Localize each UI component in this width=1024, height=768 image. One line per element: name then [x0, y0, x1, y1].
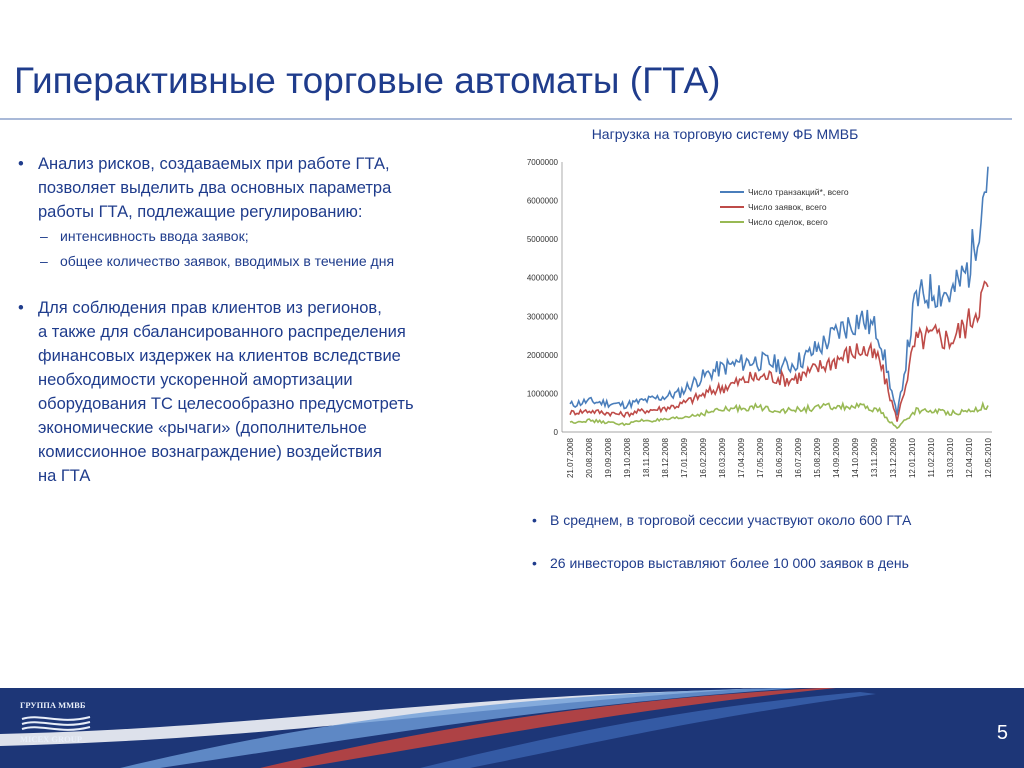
x-tick-label: 14.10.2009 — [851, 438, 860, 479]
x-tick-label: 19.09.2008 — [604, 438, 613, 479]
bullet-line: оборудования ТС целесообразно предусмотреть — [38, 395, 414, 413]
x-tick-label: 11.02.2010 — [927, 438, 936, 478]
left-column — [18, 152, 498, 488]
x-tick-label: 21.07.2008 — [566, 438, 575, 479]
x-tick-label: 17.05.2009 — [756, 438, 765, 479]
x-tick-label: 16.02.2009 — [699, 438, 708, 479]
x-tick-label: 17.01.2009 — [680, 438, 689, 479]
bullet-risk-analysis — [18, 152, 498, 224]
x-tick-label: 17.04.2009 — [737, 438, 746, 479]
y-tick-label: 1000000 — [526, 389, 558, 399]
legend-label: Число заявок, всего — [748, 202, 827, 212]
bullet-dot: • — [18, 299, 24, 317]
note-avg-participants — [532, 510, 1002, 530]
subitem-intensity — [18, 224, 498, 249]
bullet-line: экономические «рычаги» (дополнительное — [38, 419, 367, 437]
y-tick-label: 0 — [553, 428, 558, 437]
bullet-dot: • — [532, 512, 537, 528]
x-tick-label: 15.08.2009 — [813, 438, 822, 479]
dash-marker: – — [40, 253, 48, 269]
bullet-client-rights — [18, 296, 498, 488]
y-tick-label: 5000000 — [526, 235, 558, 245]
legend-label: Число сделок, всего — [748, 217, 828, 227]
x-tick-label: 13.03.2010 — [946, 438, 955, 479]
logo-text-ru: ГРУППА ММВБ — [20, 700, 86, 710]
bullet-line: Для соблюдения прав клиентов из регионов, — [38, 299, 382, 317]
bullet-dot: • — [18, 155, 24, 173]
x-tick-label: 18.12.2008 — [661, 438, 670, 479]
subitem-text: общее количество заявок, вводимых в течение дня — [60, 253, 395, 269]
x-tick-label: 12.05.2010 — [984, 438, 993, 479]
bullet-line: позволяет выделить два основных параметра — [38, 179, 392, 197]
x-tick-label: 14.09.2009 — [832, 438, 841, 479]
bullet-line: работы ГТА, подлежащие регулированию: — [38, 203, 363, 221]
x-tick-label: 19.10.2008 — [623, 438, 632, 479]
y-tick-label: 4000000 — [526, 273, 558, 283]
y-tick-label: 6000000 — [526, 196, 558, 206]
bullet-line: финансовых издержек на клиентов вследствие — [38, 347, 401, 365]
y-tick-label: 2000000 — [526, 350, 558, 360]
y-tick-label: 7000000 — [526, 158, 558, 167]
x-tick-label: 12.01.2010 — [908, 438, 917, 479]
dash-marker: – — [40, 228, 48, 244]
x-tick-label: 16.06.2009 — [775, 438, 784, 479]
note-investors — [532, 553, 1002, 573]
x-tick-label: 16.07.2009 — [794, 438, 803, 479]
bullet-dot: • — [532, 555, 537, 571]
title-divider — [0, 118, 1012, 120]
load-chart — [510, 150, 1000, 495]
x-tick-label: 13.11.2009 — [870, 438, 879, 478]
bullet-line: Анализ рисков, создаваемых при работе ГТА, — [38, 155, 390, 173]
subitem-total-orders — [18, 249, 498, 274]
note-text: В среднем, в торговой сессии участвуют около 600 ГТА — [550, 512, 912, 528]
legend-label: Число транзакций*, всего — [748, 187, 849, 197]
bullet-line: на ГТА — [38, 467, 91, 485]
logo-mark-icon — [20, 713, 92, 731]
note-text: 26 инвесторов выставляют более 10 000 заявок в день — [550, 555, 909, 571]
slide-title: Гиперактивные торговые автоматы (ГТА) — [14, 60, 721, 101]
x-tick-label: 13.12.2009 — [889, 438, 898, 479]
bullet-line: необходимости ускоренной амортизации — [38, 371, 353, 389]
micex-logo — [20, 700, 100, 744]
footer-swoosh — [0, 688, 1024, 768]
bullet-line: а также для сбалансированного распределения — [38, 323, 406, 341]
logo-text-en: MICEX GROUP — [20, 734, 83, 744]
x-tick-label: 12.04.2010 — [965, 438, 974, 479]
y-tick-label: 3000000 — [526, 312, 558, 322]
x-tick-label: 18.11.2008 — [642, 438, 651, 478]
x-tick-label: 18.03.2009 — [718, 438, 727, 479]
series-line — [570, 403, 988, 428]
right-notes — [532, 510, 1002, 573]
x-tick-label: 20.08.2008 — [585, 438, 594, 479]
subitem-text: интенсивность ввода заявок; — [60, 228, 249, 244]
chart-title: Нагрузка на торговую систему ФБ ММВБ — [591, 126, 859, 142]
bullet-line: комиссионное вознаграждение) воздействия — [38, 443, 382, 461]
footer-band — [0, 688, 1024, 768]
page-number: 5 — [996, 722, 1008, 744]
